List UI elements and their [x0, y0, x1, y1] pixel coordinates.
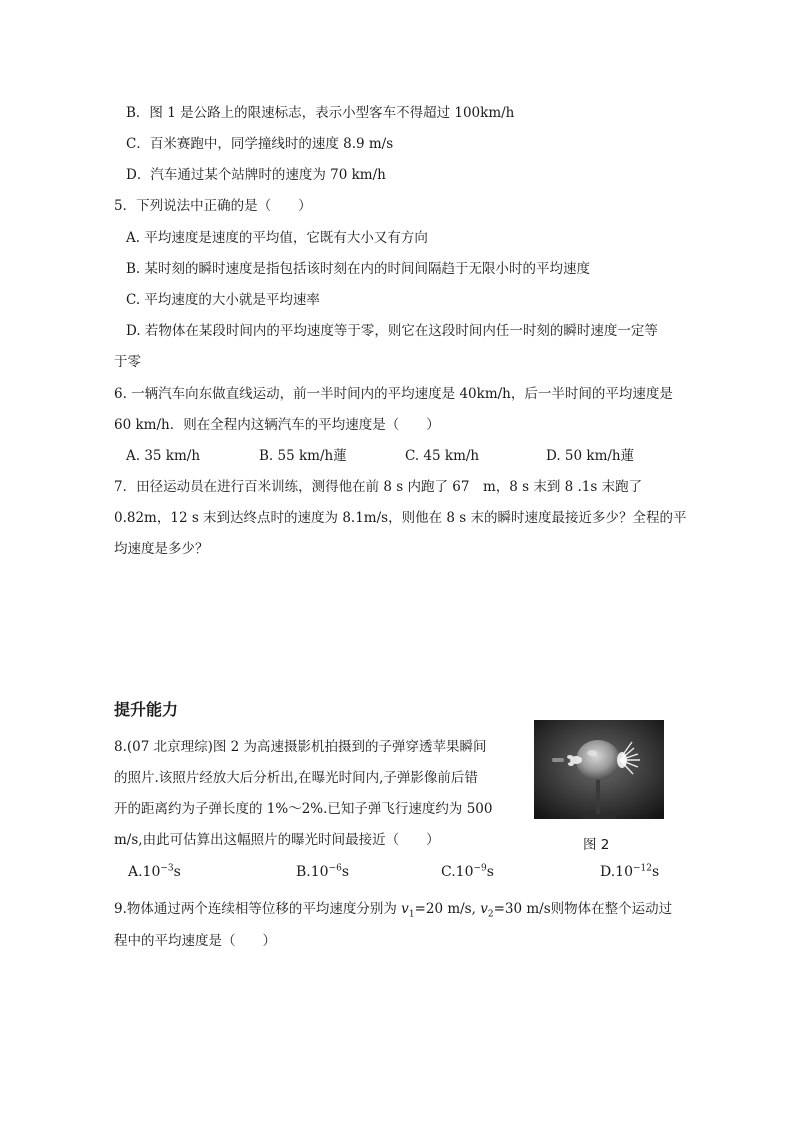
q6-option-a: A. 35 km/h [126, 448, 201, 464]
q6-option-c: C. 45 km/h [405, 448, 480, 464]
bullet-apple-photo [534, 720, 664, 819]
q5-option-d-cont: 于零 [114, 354, 141, 370]
q5-option-c: C. 平均速度的大小就是平均速率 [126, 292, 320, 308]
q8-option-b: $B.10^{-6}s$ [296, 863, 350, 880]
section-heading: 提升能力 [114, 700, 179, 719]
q8-option-d: $D.10^{-12}s$ [600, 863, 660, 880]
q8-line-3: 开的距离约为子弹长度的 1%～2%.已知子弹飞行速度约为 500 [114, 801, 493, 817]
q8-line-1: 8.(07 北京理综)图 2 为高速摄影机拍摄到的子弹穿透苹果瞬间 [114, 739, 487, 755]
q4-option-d: D．汽车通过某个站牌时的速度为 70 km/h [126, 167, 386, 183]
q7-line-2: 0.82m，12 s 末到达终点时的速度为 8.1m/s，则他在 8 s 末的瞬时速度最接近多少？全程的平 [114, 510, 687, 526]
figure-caption: 图 2 [583, 837, 610, 853]
q8-line-2: 的照片.该照片经放大后分析出,在曝光时间内,子弹影像前后错 [114, 770, 478, 786]
q6-stem-cont: 60 km/h．则在全程内这辆汽车的平均速度是（ ） [114, 417, 440, 433]
q6-stem: 6. 一辆汽车向东做直线运动，前一半时间内的平均速度是 40km/h，后一半时间的平均速度是 [114, 386, 673, 402]
q4-option-c: C．百米赛跑中，同学撞线时的速度 8.9 m/s [126, 136, 394, 152]
q8-line-4: m/s,由此可估算出这幅照片的曝光时间最接近（ ） [114, 832, 440, 848]
q5-stem: 5．下列说法中正确的是（ ） [114, 198, 312, 214]
q5-option-a: A. 平均速度是速度的平均值，它既有大小又有方向 [126, 230, 428, 246]
q5-option-d: D. 若物体在某段时间内的平均速度等于零，则它在这段时间内任一时刻的瞬时速度一定等 [126, 323, 658, 339]
q7-line-3: 均速度是多少？ [114, 541, 209, 557]
q7-line-1: 7．田径运动员在进行百米训练，测得他在前 8 s 内跑了 67 m，8 s 末到 8 .1s 末跑了 [114, 479, 643, 495]
q8-option-a: $A.10^{-3}s$ [128, 863, 181, 880]
q4-option-b: B．图 1 是公路上的限速标志，表示小型客车不得超过 100km/h [126, 105, 515, 121]
q9-line-1: 9.物体通过两个连续相等位移的平均速度分别为 $v_1=20$ m/s, $v_2=30$ m/s则物体在整个运动过 [114, 901, 673, 920]
q6-option-d: D. 50 km/h蓮 [546, 448, 635, 464]
q6-option-b: B. 55 km/h蓮 [259, 448, 347, 464]
q5-option-b: B. 某时刻的瞬时速度是指包括该时刻在内的时间间隔趋于无限小时的平均速度 [126, 261, 591, 277]
q8-option-c: $C.10^{-9}s$ [441, 863, 494, 880]
bullet-apple-illustration [534, 720, 664, 819]
q9-line-2: 程中的平均速度是（ ） [114, 933, 276, 949]
